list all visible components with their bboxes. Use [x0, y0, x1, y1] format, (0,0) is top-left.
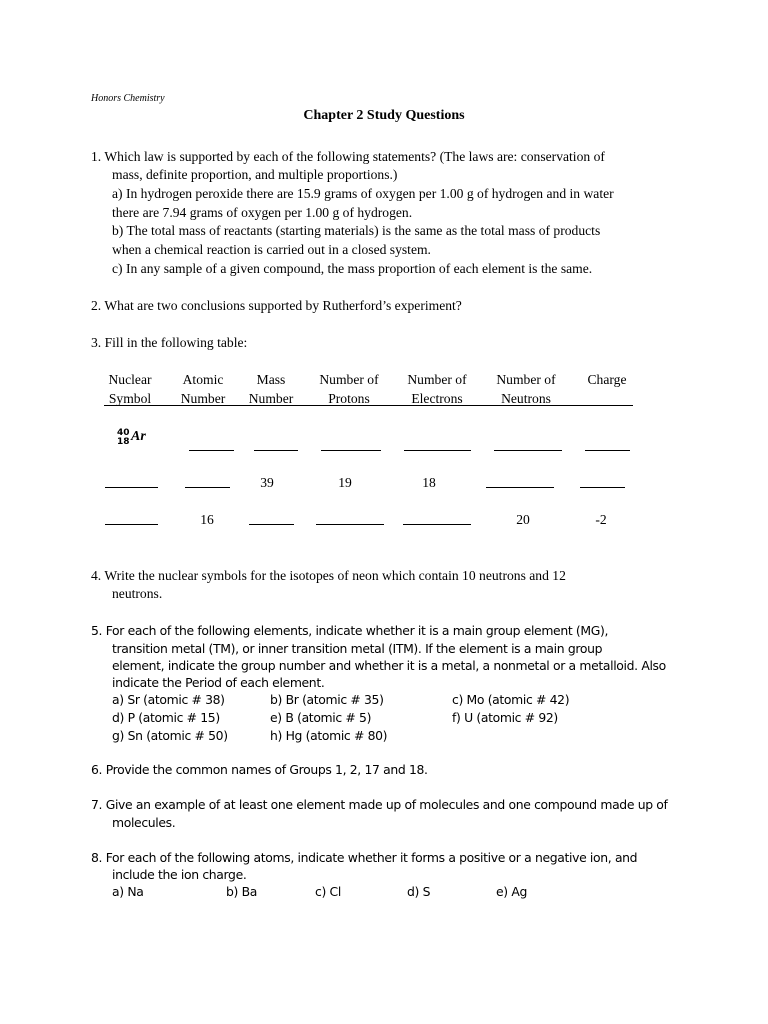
- answer-blank: [185, 487, 230, 488]
- q3-text: 3. Fill in the following table:: [91, 335, 248, 350]
- q5-line2: transition metal (TM), or inner transition metal (ITM). If the element is a main group: [112, 641, 603, 656]
- q5-line1: 5. For each of the following elements, indicate whether it is a main group element (MG),: [91, 623, 609, 638]
- answer-blank: [321, 450, 381, 451]
- answer-blank: [494, 450, 562, 451]
- q8-item-s: d) S: [407, 884, 431, 899]
- cell-mass-number: 39: [260, 475, 274, 490]
- table-header-rule: [104, 405, 633, 406]
- q5-item-br: b) Br (atomic # 35): [270, 692, 384, 707]
- q7-line1: 7. Give an example of at least one element made up of molecules and one compound made up of: [91, 797, 668, 812]
- table-header-nuclear-symbol: Nuclear Symbol: [108, 372, 152, 406]
- q7-line2: molecules.: [112, 815, 176, 830]
- answer-blank: [249, 524, 294, 525]
- q8-line1: 8. For each of the following atoms, indicate whether it forms a positive or a negative ion, and: [91, 850, 638, 865]
- page-title: Chapter 2 Study Questions: [303, 108, 465, 123]
- element-symbol: Ar: [131, 429, 146, 444]
- table-header-atomic-number: Atomic Number: [180, 372, 226, 406]
- q5-item-b: e) B (atomic # 5): [270, 710, 372, 725]
- answer-blank: [316, 524, 384, 525]
- q5-item-sr: a) Sr (atomic # 38): [112, 692, 225, 707]
- answer-blank: [403, 524, 471, 525]
- cell-neutrons: 20: [516, 512, 530, 527]
- course-name: Honors Chemistry: [91, 93, 165, 104]
- q6-text: 6. Provide the common names of Groups 1, 2, 17 and 18.: [91, 762, 428, 777]
- mass-number-superscript: 40: [117, 428, 130, 438]
- q1-c-line1: c) In any sample of a given compound, the mass proportion of each element is the same.: [112, 261, 593, 276]
- q5-item-sn: g) Sn (atomic # 50): [112, 728, 228, 743]
- q4-line1: 4. Write the nuclear symbols for the isotopes of neon which contain 10 neutrons and 12: [91, 568, 566, 583]
- atomic-number-subscript: 18: [117, 437, 130, 447]
- q8-item-na: a) Na: [112, 884, 144, 899]
- q1-b-line1: b) The total mass of reactants (starting materials) is the same as the total mass of products: [112, 223, 601, 238]
- cell-charge: -2: [595, 512, 607, 527]
- q1-a-line1: a) In hydrogen peroxide there are 15.9 grams of oxygen per 1.00 g of hydrogen and in water: [112, 186, 614, 201]
- answer-blank: [105, 487, 158, 488]
- table-header-mass-number: Mass Number: [248, 372, 294, 406]
- q5-item-mo: c) Mo (atomic # 42): [452, 692, 570, 707]
- q1-line1: 1. Which law is supported by each of the following statements? (The laws are: conservation of: [91, 149, 605, 164]
- q4-line2: neutrons.: [112, 586, 163, 601]
- answer-blank: [486, 487, 554, 488]
- q8-item-cl: c) Cl: [315, 884, 341, 899]
- cell-atomic-number: 16: [200, 512, 214, 527]
- answer-blank: [105, 524, 158, 525]
- answer-blank: [580, 487, 625, 488]
- q5-line3: element, indicate the group number and whether it is a metal, a nonmetal or a metalloid. Also: [112, 658, 666, 673]
- q5-item-hg: h) Hg (atomic # 80): [270, 728, 388, 743]
- q1-b-line2: when a chemical reaction is carried out in a closed system.: [112, 242, 431, 257]
- q1-a-line2: there are 7.94 grams of oxygen per 1.00 g of hydrogen.: [112, 205, 413, 220]
- q5-item-p: d) P (atomic # 15): [112, 710, 220, 725]
- q1-line2: mass, definite proportion, and multiple proportions.): [112, 167, 398, 182]
- q8-item-ag: e) Ag: [496, 884, 527, 899]
- nuclear-symbol-argon: [117, 428, 157, 454]
- table-header-protons: Number of Protons: [319, 372, 379, 406]
- answer-blank: [254, 450, 298, 451]
- q5-item-u: f) U (atomic # 92): [452, 710, 558, 725]
- answer-blank: [585, 450, 630, 451]
- q8-line2: include the ion charge.: [112, 867, 247, 882]
- cell-protons: 19: [338, 475, 352, 490]
- table-header-electrons: Number of Electrons: [407, 372, 467, 406]
- answer-blank: [189, 450, 234, 451]
- q5-line4: indicate the Period of each element.: [112, 675, 325, 690]
- answer-blank: [404, 450, 471, 451]
- table-header-neutrons: Number of Neutrons: [496, 372, 556, 406]
- q8-item-ba: b) Ba: [226, 884, 257, 899]
- cell-electrons: 18: [422, 475, 436, 490]
- q2-text: 2. What are two conclusions supported by Rutherford’s experiment?: [91, 298, 462, 313]
- table-header-charge: Charge: [587, 372, 627, 387]
